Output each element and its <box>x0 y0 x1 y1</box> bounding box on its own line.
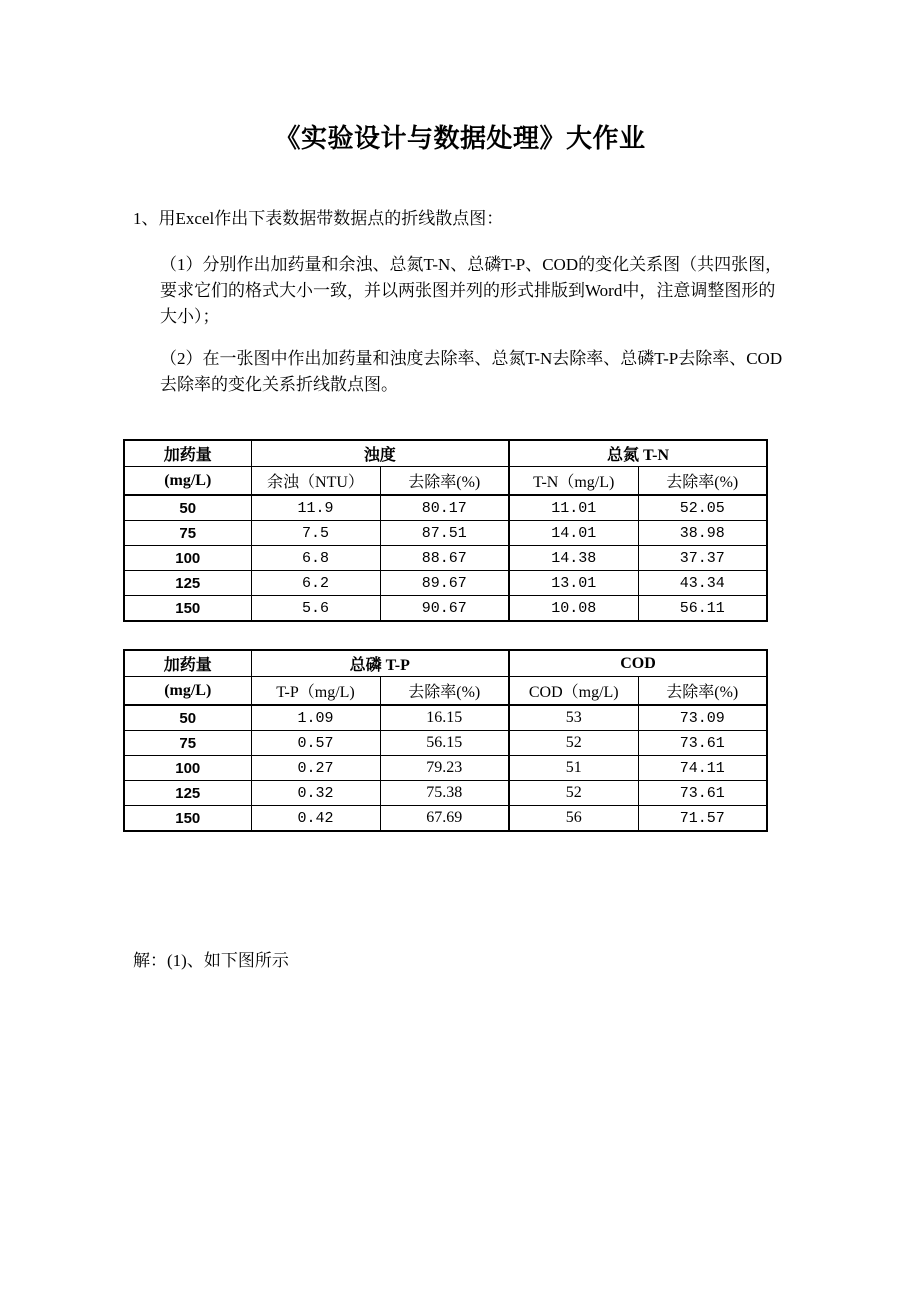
table-row <box>124 495 767 521</box>
cell-value: 14.01 <box>509 521 638 546</box>
subheader-unit: (mg/L) <box>124 467 251 496</box>
table-row <box>124 731 767 756</box>
cell-value: 79.23 <box>380 756 509 781</box>
question-1-part-2: （2）在一张图中作出加药量和浊度去除率、总氮T-N去除率、总磷T-P去除率、COD去除率的变化关系折线散点图。 <box>160 349 783 394</box>
cell-value: 5.6 <box>251 596 380 622</box>
cell-value: 10.08 <box>509 596 638 622</box>
cell-dose: 50 <box>124 705 251 731</box>
cell-value: 56.15 <box>380 731 509 756</box>
cell-value: 38.98 <box>638 521 767 546</box>
cell-value: 89.67 <box>380 571 509 596</box>
cell-value: 0.57 <box>251 731 380 756</box>
subheader-cod: COD（mg/L) <box>509 677 638 706</box>
header-cod: COD <box>509 650 767 677</box>
table-row <box>124 546 767 571</box>
cell-value: 1.09 <box>251 705 380 731</box>
cell-value: 0.32 <box>251 781 380 806</box>
turbidity-nitrogen-table <box>123 439 768 622</box>
table-row <box>124 571 767 596</box>
cell-value: 80.17 <box>380 495 509 521</box>
cell-value: 56.11 <box>638 596 767 622</box>
cell-value: 90.67 <box>380 596 509 622</box>
question-1-part-1: （1）分别作出加药量和余浊、总氮T-N、总磷T-P、COD的变化关系图（共四张图，要求它们的格式大小一致，并以两张图并列的形式排版到Word中，注意调整图形的大小）； <box>160 255 783 326</box>
cell-value: 73.61 <box>638 781 767 806</box>
cell-value: 6.2 <box>251 571 380 596</box>
cell-dose: 150 <box>124 806 251 832</box>
cell-value: 74.11 <box>638 756 767 781</box>
phosphorus-cod-table <box>123 649 768 832</box>
cell-dose: 125 <box>124 571 251 596</box>
answer-text: 解：(1)、如下图所示 <box>133 951 289 970</box>
cell-dose: 75 <box>124 731 251 756</box>
subheader-unit: (mg/L) <box>124 677 251 706</box>
cell-value: 87.51 <box>380 521 509 546</box>
header-turbidity: 浊度 <box>251 440 509 467</box>
cell-dose: 150 <box>124 596 251 622</box>
table-row <box>124 806 767 832</box>
subheader-tp-removal: 去除率(%) <box>380 677 509 706</box>
cell-value: 75.38 <box>380 781 509 806</box>
cell-value: 11.01 <box>509 495 638 521</box>
cell-dose: 50 <box>124 495 251 521</box>
table-row <box>124 705 767 731</box>
cell-value: 13.01 <box>509 571 638 596</box>
cell-value: 67.69 <box>380 806 509 832</box>
cell-value: 6.8 <box>251 546 380 571</box>
subheader-residual-turbidity: 余浊（NTU） <box>251 467 380 496</box>
cell-value: 14.38 <box>509 546 638 571</box>
subheader-cod-removal: 去除率(%) <box>638 677 767 706</box>
cell-value: 73.09 <box>638 705 767 731</box>
table-row <box>124 781 767 806</box>
cell-dose: 75 <box>124 521 251 546</box>
cell-value: 0.27 <box>251 756 380 781</box>
header-total-nitrogen: 总氮 T-N <box>509 440 767 467</box>
cell-value: 16.15 <box>380 705 509 731</box>
document-title: 《实验设计与数据处理》大作业 <box>274 124 646 153</box>
cell-value: 52 <box>509 731 638 756</box>
cell-value: 43.34 <box>638 571 767 596</box>
header-dose: 加药量 <box>124 650 251 677</box>
cell-value: 88.67 <box>380 546 509 571</box>
cell-value: 73.61 <box>638 731 767 756</box>
cell-dose: 100 <box>124 756 251 781</box>
table-row <box>124 521 767 546</box>
cell-value: 37.37 <box>638 546 767 571</box>
cell-value: 52.05 <box>638 495 767 521</box>
subheader-tp: T-P（mg/L) <box>251 677 380 706</box>
cell-value: 0.42 <box>251 806 380 832</box>
table-row <box>124 596 767 622</box>
question-1: 1、用Excel作出下表数据带数据点的折线散点图： <box>133 209 504 228</box>
subheader-tn-removal: 去除率(%) <box>638 467 767 496</box>
cell-value: 7.5 <box>251 521 380 546</box>
cell-value: 71.57 <box>638 806 767 832</box>
cell-value: 56 <box>509 806 638 832</box>
cell-value: 53 <box>509 705 638 731</box>
subheader-turbidity-removal: 去除率(%) <box>380 467 509 496</box>
cell-value: 11.9 <box>251 495 380 521</box>
cell-dose: 125 <box>124 781 251 806</box>
cell-value: 52 <box>509 781 638 806</box>
cell-dose: 100 <box>124 546 251 571</box>
table-row <box>124 756 767 781</box>
header-total-phosphorus: 总磷 T-P <box>251 650 509 677</box>
cell-value: 51 <box>509 756 638 781</box>
header-dose: 加药量 <box>124 440 251 467</box>
subheader-tn: T-N（mg/L) <box>509 467 638 496</box>
